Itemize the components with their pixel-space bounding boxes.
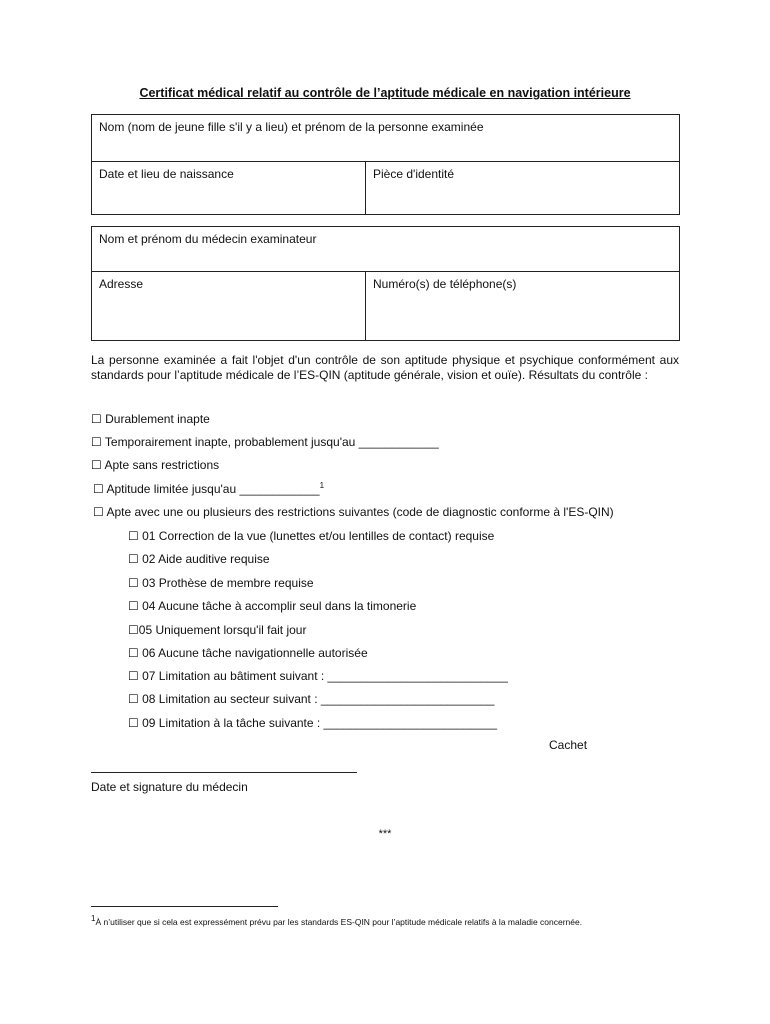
restriction-label: 02 Aide auditive requise bbox=[142, 552, 270, 566]
restriction-07[interactable] bbox=[128, 669, 508, 683]
restriction-04[interactable] bbox=[128, 599, 416, 613]
checkbox-icon[interactable]: ☐ bbox=[91, 412, 102, 426]
footnote bbox=[91, 913, 681, 928]
option-label: Temporairement inapte, probablement jusqu'au ____________ bbox=[104, 435, 439, 449]
address-label: Adresse bbox=[99, 277, 144, 291]
restriction-06[interactable] bbox=[128, 646, 368, 660]
identity-cell[interactable] bbox=[366, 162, 680, 215]
stamp-label: Cachet bbox=[549, 738, 588, 752]
option-label: Durablement inapte bbox=[105, 412, 210, 426]
birth-label: Date et lieu de naissance bbox=[99, 167, 234, 181]
doctor-name-label: Nom et prénom du médecin examinateur bbox=[99, 232, 317, 246]
person-name-cell[interactable] bbox=[92, 115, 680, 162]
restriction-label: 04 Aucune tâche à accomplir seul dans la timonerie bbox=[142, 599, 417, 613]
restriction-label: 07 Limitation au bâtiment suivant : ___________________________ bbox=[142, 669, 508, 683]
checkbox-icon[interactable]: ☐ bbox=[93, 482, 104, 496]
restriction-08[interactable] bbox=[128, 692, 494, 706]
footnote-mark: 1 bbox=[91, 914, 96, 923]
option-label: Apte avec une ou plusieurs des restrictions suivantes (code de diagnostic conforme à l'ES-QIN) bbox=[106, 505, 614, 519]
option-label: Aptitude limitée jusqu'au ____________ bbox=[106, 482, 320, 496]
birth-cell[interactable] bbox=[92, 162, 366, 215]
checkbox-icon[interactable]: ☐ bbox=[128, 669, 139, 683]
option-label: Apte sans restrictions bbox=[104, 458, 220, 472]
checkbox-icon[interactable]: ☐ bbox=[128, 576, 139, 590]
doctor-info-table bbox=[91, 226, 680, 341]
option-aptitude-limitee[interactable] bbox=[93, 481, 324, 496]
phone-label: Numéro(s) de téléphone(s) bbox=[373, 277, 517, 291]
restriction-label: 06 Aucune tâche navigationnelle autorisée bbox=[142, 646, 368, 660]
restriction-03[interactable] bbox=[128, 576, 314, 590]
doctor-name-cell[interactable] bbox=[92, 227, 680, 272]
footnote-ref: 1 bbox=[319, 481, 325, 490]
restriction-label: 09 Limitation à la tâche suivante : __________________________ bbox=[142, 716, 498, 730]
checkbox-icon[interactable]: ☐ bbox=[128, 623, 139, 637]
person-name-label: Nom (nom de jeune fille s'il y a lieu) et prénom de la personne examinée bbox=[99, 120, 484, 134]
checkbox-icon[interactable]: ☐ bbox=[91, 435, 102, 449]
checkbox-icon[interactable]: ☐ bbox=[128, 529, 139, 543]
restriction-09[interactable] bbox=[128, 716, 497, 730]
checkbox-icon[interactable]: ☐ bbox=[128, 646, 139, 660]
footnote-divider bbox=[91, 906, 278, 907]
address-cell[interactable] bbox=[92, 272, 366, 341]
document-title: Certificat médical relatif au contrôle de l’aptitude médicale en navigation intérieure bbox=[139, 86, 631, 100]
option-apte-sans-restrictions[interactable] bbox=[91, 458, 219, 472]
restriction-label: 08 Limitation au secteur suivant : __________________________ bbox=[142, 692, 495, 706]
footnote-text: À n’utiliser que si cela est expressément prévu par les standards ES-QIN pour l’aptitude médicale relatifs à la maladie concernée. bbox=[95, 916, 583, 927]
person-info-table bbox=[91, 114, 680, 215]
option-temporairement-inapte[interactable] bbox=[91, 435, 439, 449]
phone-cell[interactable] bbox=[366, 272, 680, 341]
checkbox-icon[interactable]: ☐ bbox=[91, 458, 102, 472]
intro-paragraph: La personne examinée a fait l'objet d'un contrôle de son aptitude physique et psychique conformément aux standards pour l’aptitude médicale de l’ES-QIN (aptitude générale, vision et ouïe). Résultats du contrôle : bbox=[91, 353, 679, 382]
restriction-02[interactable] bbox=[128, 552, 270, 566]
option-apte-avec-restrictions[interactable] bbox=[93, 505, 614, 519]
signature-line bbox=[91, 772, 357, 773]
checkbox-icon[interactable]: ☐ bbox=[128, 716, 139, 730]
restriction-label: 05 Uniquement lorsqu'il fait jour bbox=[138, 623, 307, 637]
restriction-label: 03 Prothèse de membre requise bbox=[142, 576, 314, 590]
separator: *** bbox=[378, 828, 392, 840]
checkbox-icon[interactable]: ☐ bbox=[128, 692, 139, 706]
identity-label: Pièce d'identité bbox=[373, 167, 455, 181]
restriction-label: 01 Correction de la vue (lunettes et/ou lentilles de contact) requise bbox=[142, 529, 495, 543]
option-durablement-inapte[interactable] bbox=[91, 412, 210, 426]
restriction-05[interactable] bbox=[128, 623, 306, 637]
checkbox-icon[interactable]: ☐ bbox=[128, 599, 139, 613]
signature-label: Date et signature du médecin bbox=[91, 780, 248, 794]
checkbox-icon[interactable]: ☐ bbox=[128, 552, 139, 566]
restriction-01[interactable] bbox=[128, 529, 494, 543]
checkbox-icon[interactable]: ☐ bbox=[93, 505, 104, 519]
